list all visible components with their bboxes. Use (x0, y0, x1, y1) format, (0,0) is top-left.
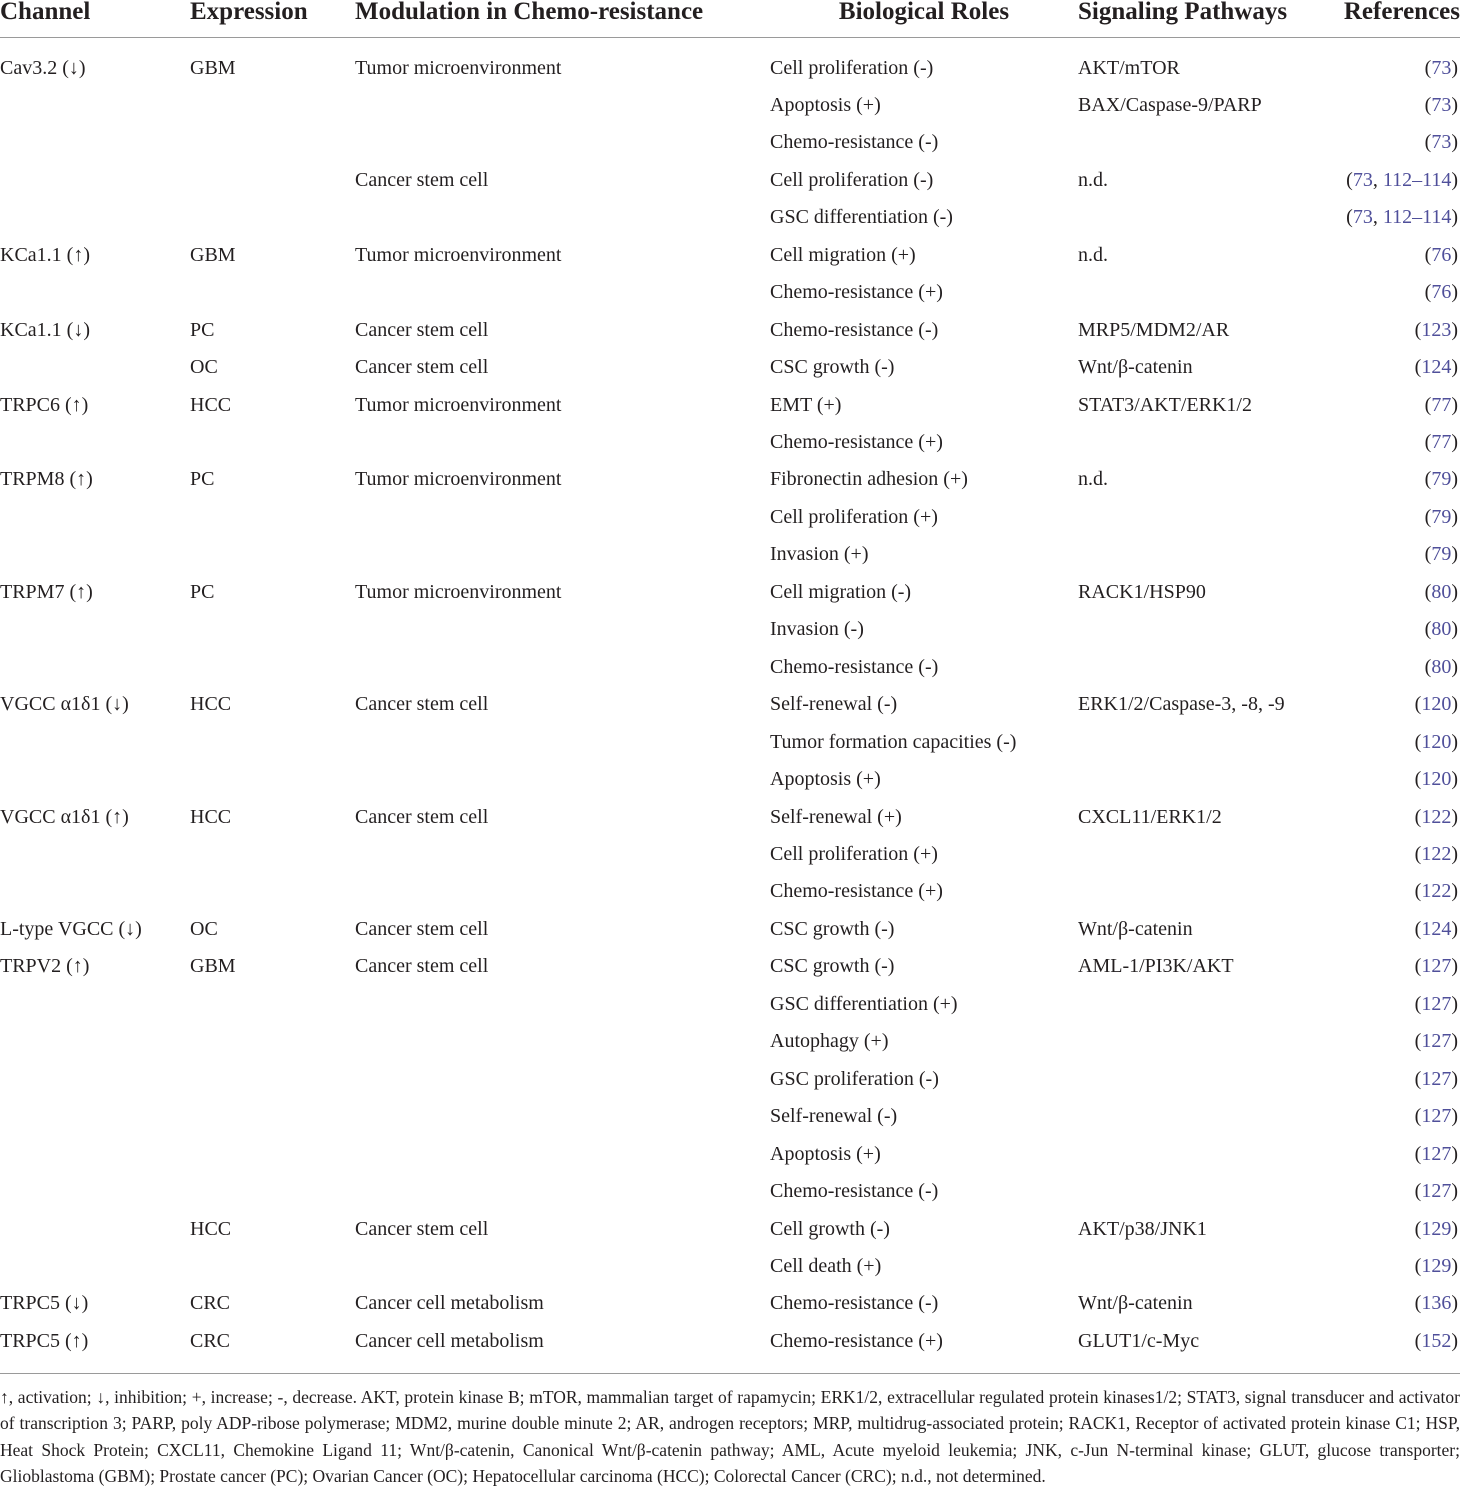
table-row (0, 1323, 1460, 1360)
references-cell: (129) (1414, 1255, 1458, 1277)
channel-cell (0, 124, 190, 161)
signaling-pathway-cell (1078, 199, 1342, 236)
biological-role-cell: Chemo-resistance (+) (770, 431, 943, 454)
channel-cell (0, 536, 190, 573)
references-cell: (127) (1414, 1105, 1458, 1128)
biological-role-cell: Apoptosis (+) (770, 1142, 881, 1165)
signaling-pathway-cell (1078, 1023, 1342, 1060)
table-row (0, 986, 1460, 1023)
references-cell: (129) (1414, 1217, 1458, 1240)
biological-role-cell: CSC growth (-) (770, 356, 895, 379)
table-row (0, 387, 1460, 424)
modulation-cell (355, 649, 770, 686)
biological-role-cell: Fibronectin adhesion (+) (770, 468, 968, 491)
table-row (0, 199, 1460, 236)
expression-cell (190, 724, 355, 761)
expression-cell: GBM (190, 56, 236, 79)
signaling-pathway-cell (1078, 986, 1342, 1023)
modulation-cell (355, 499, 770, 536)
references-cell: (79) (1424, 543, 1458, 566)
expression-cell: PC (190, 468, 215, 491)
reference-link[interactable]: 77 (1431, 393, 1452, 416)
reference-link[interactable]: 127 (1421, 1180, 1452, 1203)
reference-link[interactable]: 122 (1421, 880, 1452, 903)
table-body (0, 37, 1460, 1360)
modulation-cell (355, 1248, 770, 1285)
reference-link[interactable]: 73 (1431, 56, 1452, 79)
references-cell: (73) (1424, 56, 1458, 79)
references-cell: (122) (1414, 880, 1458, 903)
channel-cell (0, 162, 190, 199)
table-row (0, 124, 1460, 161)
table-row (0, 948, 1460, 985)
channel-cell: TRPC5 (↑) (0, 1329, 89, 1352)
table-row (0, 312, 1460, 349)
expression-cell (190, 1061, 355, 1098)
signaling-pathway-cell (1078, 873, 1342, 910)
biological-role-cell: GSC differentiation (+) (770, 992, 958, 1015)
reference-link[interactable]: 80 (1431, 655, 1452, 678)
references-cell: (123) (1414, 318, 1458, 341)
table-row (0, 1023, 1460, 1060)
channel-cell (0, 87, 190, 124)
modulation-cell (355, 611, 770, 648)
expression-cell (190, 761, 355, 798)
biological-role-cell: Chemo-resistance (-) (770, 1292, 939, 1315)
channel-cell (0, 873, 190, 910)
signaling-pathway-cell: n.d. (1078, 468, 1108, 491)
channel-cell: TRPC6 (↑) (0, 393, 89, 416)
biological-role-cell: Chemo-resistance (-) (770, 131, 939, 154)
reference-link[interactable]: 120 (1421, 730, 1452, 753)
references-cell: (73) (1424, 131, 1458, 154)
biological-role-cell: CSC growth (-) (770, 955, 895, 978)
signaling-pathway-cell (1078, 1136, 1342, 1173)
header-expression: Expression (190, 0, 355, 37)
signaling-pathway-cell (1078, 274, 1342, 311)
references-cell: (73) (1424, 93, 1458, 116)
references-cell: (80) (1424, 618, 1458, 641)
expression-cell (190, 1023, 355, 1060)
biological-role-cell: Self-renewal (+) (770, 805, 902, 828)
table-row (0, 1136, 1460, 1173)
expression-cell: HCC (190, 805, 232, 828)
expression-cell (190, 162, 355, 199)
reference-link[interactable]: 124 (1421, 356, 1452, 379)
table-row (0, 461, 1460, 498)
biological-role-cell: Cell proliferation (-) (770, 56, 934, 79)
table-row (0, 536, 1460, 573)
table-row (0, 1211, 1460, 1248)
table-row (0, 162, 1460, 199)
signaling-pathway-cell: BAX/Caspase-9/PARP (1078, 93, 1262, 116)
modulation-cell: Cancer stem cell (355, 693, 489, 716)
expression-cell (190, 649, 355, 686)
signaling-pathway-cell: Wnt/β-catenin (1078, 917, 1193, 940)
channel-cell (0, 349, 190, 386)
references-cell: (124) (1414, 356, 1458, 379)
signaling-pathway-cell (1078, 1061, 1342, 1098)
references-cell: (124) (1414, 917, 1458, 940)
signaling-pathway-cell: AKT/p38/JNK1 (1078, 1217, 1207, 1240)
table-row (0, 1248, 1460, 1285)
modulation-cell (355, 836, 770, 873)
reference-link[interactable]: 77 (1431, 431, 1452, 454)
references-cell: (76) (1424, 281, 1458, 304)
reference-link[interactable]: 127 (1421, 992, 1452, 1015)
signaling-pathway-cell (1078, 536, 1342, 573)
reference-link[interactable]: 127 (1421, 1067, 1452, 1090)
references-cell: (77) (1424, 431, 1458, 454)
modulation-cell (355, 1023, 770, 1060)
channel-cell: KCa1.1 (↓) (0, 318, 90, 341)
expression-cell (190, 611, 355, 648)
reference-link[interactable]: 124 (1421, 917, 1452, 940)
modulation-cell (355, 536, 770, 573)
channel-cell: VGCC α1δ1 (↑) (0, 805, 129, 828)
signaling-pathway-cell: n.d. (1078, 243, 1108, 266)
table-row (0, 499, 1460, 536)
table-row (0, 761, 1460, 798)
table-row (0, 799, 1460, 836)
references-cell: (127) (1414, 1067, 1458, 1090)
biological-role-cell: Apoptosis (+) (770, 93, 881, 116)
signaling-pathway-cell (1078, 836, 1342, 873)
modulation-cell (355, 199, 770, 236)
reference-link[interactable]: 79 (1431, 505, 1452, 528)
reference-link[interactable]: 112–114 (1382, 206, 1452, 229)
channel-cell: TRPC5 (↓) (0, 1292, 89, 1315)
table-row (0, 237, 1460, 274)
biological-role-cell: EMT (+) (770, 393, 842, 416)
expression-cell (190, 873, 355, 910)
biological-role-cell: Cell growth (-) (770, 1217, 890, 1240)
reference-link[interactable]: 127 (1421, 1030, 1452, 1053)
biological-role-cell: Self-renewal (-) (770, 1105, 898, 1128)
modulation-cell (355, 986, 770, 1023)
biological-role-cell: Self-renewal (-) (770, 693, 898, 716)
signaling-pathway-cell (1078, 724, 1342, 761)
table-row (0, 649, 1460, 686)
expression-cell: OC (190, 917, 218, 940)
signaling-pathway-cell: AKT/mTOR (1078, 56, 1180, 79)
expression-cell (190, 836, 355, 873)
table-row (0, 349, 1460, 386)
reference-link[interactable]: 73 (1431, 93, 1452, 116)
biological-role-cell: Cell migration (-) (770, 580, 912, 603)
header-signaling-pathways: Signaling Pathways (1078, 0, 1342, 37)
reference-link[interactable]: 73 (1352, 206, 1373, 229)
expression-cell: PC (190, 318, 215, 341)
expression-cell (190, 1098, 355, 1135)
modulation-cell: Tumor microenvironment (355, 56, 562, 79)
reference-link[interactable]: 123 (1421, 318, 1452, 341)
header-channel: Channel (0, 0, 190, 37)
channel-cell: TRPV2 (↑) (0, 955, 90, 978)
table-row (0, 836, 1460, 873)
modulation-cell (355, 1098, 770, 1135)
reference-link[interactable]: 120 (1421, 693, 1452, 716)
modulation-cell (355, 761, 770, 798)
channel-cell (0, 499, 190, 536)
reference-link[interactable]: 112–114 (1382, 168, 1452, 191)
biological-role-cell: Cell proliferation (+) (770, 505, 938, 528)
channel-cell: TRPM8 (↑) (0, 468, 93, 491)
biological-role-cell: Chemo-resistance (+) (770, 281, 943, 304)
references-cell: (127) (1414, 1142, 1458, 1165)
reference-link[interactable]: 129 (1421, 1217, 1452, 1240)
table-row (0, 1285, 1460, 1322)
channel-cell (0, 1248, 190, 1285)
modulation-cell: Cancer stem cell (355, 917, 489, 940)
reference-link[interactable]: 129 (1421, 1255, 1452, 1277)
channel-cell (0, 724, 190, 761)
biological-role-cell: Chemo-resistance (+) (770, 1329, 943, 1352)
table-row (0, 1061, 1460, 1098)
references-cell: (120) (1414, 693, 1458, 716)
expression-cell: PC (190, 580, 215, 603)
references-cell: (73, 112–114) (1346, 168, 1458, 191)
expression-cell (190, 424, 355, 461)
references-cell: (122) (1414, 843, 1458, 866)
modulation-cell (355, 87, 770, 124)
signaling-pathway-cell: Wnt/β-catenin (1078, 1292, 1193, 1315)
reference-link[interactable]: 120 (1421, 768, 1452, 791)
modulation-cell (355, 1136, 770, 1173)
biological-role-cell: Invasion (+) (770, 543, 869, 566)
channel-cell: KCa1.1 (↑) (0, 243, 90, 266)
signaling-pathway-cell (1078, 124, 1342, 161)
table-header (0, 0, 1460, 37)
signaling-pathway-cell: Wnt/β-catenin (1078, 356, 1193, 379)
modulation-cell: Cancer stem cell (355, 1217, 489, 1240)
references-cell: (80) (1424, 655, 1458, 678)
biological-role-cell: Chemo-resistance (-) (770, 1180, 939, 1203)
biological-role-cell: Cell migration (+) (770, 243, 916, 266)
channel-cell (0, 1173, 190, 1210)
signaling-pathway-cell: STAT3/AKT/ERK1/2 (1078, 393, 1252, 416)
channel-cell (0, 1136, 190, 1173)
channel-cell (0, 1023, 190, 1060)
signaling-pathway-cell (1078, 649, 1342, 686)
modulation-cell: Tumor microenvironment (355, 580, 562, 603)
modulation-cell (355, 1173, 770, 1210)
signaling-pathway-cell: GLUT1/c-Myc (1078, 1329, 1200, 1352)
biological-role-cell: Autophagy (+) (770, 1030, 889, 1053)
expression-cell (190, 124, 355, 161)
channel-cell: TRPM7 (↑) (0, 580, 93, 603)
expression-cell (190, 274, 355, 311)
table-row (0, 574, 1460, 611)
biological-role-cell: Cell death (+) (770, 1255, 882, 1277)
references-cell: (152) (1414, 1329, 1458, 1352)
channel-cell (0, 1211, 190, 1248)
references-cell: (127) (1414, 992, 1458, 1015)
expression-cell: CRC (190, 1329, 231, 1352)
signaling-pathway-cell (1078, 1098, 1342, 1135)
signaling-pathway-cell (1078, 1173, 1342, 1210)
reference-link[interactable]: 136 (1421, 1292, 1452, 1315)
signaling-pathway-cell (1078, 761, 1342, 798)
expression-cell: OC (190, 356, 218, 379)
table-row (0, 1173, 1460, 1210)
channel-cell (0, 836, 190, 873)
table-row (0, 611, 1460, 648)
reference-link[interactable]: 79 (1431, 543, 1452, 566)
biological-role-cell: Apoptosis (+) (770, 768, 881, 791)
biological-role-cell: Chemo-resistance (+) (770, 880, 943, 903)
references-cell: (136) (1414, 1292, 1458, 1315)
expression-cell (190, 1173, 355, 1210)
table-row (0, 873, 1460, 910)
reference-link[interactable]: 127 (1421, 1105, 1452, 1128)
expression-cell (190, 536, 355, 573)
reference-link[interactable]: 152 (1421, 1329, 1452, 1352)
channel-cell (0, 199, 190, 236)
table-row (0, 424, 1460, 461)
reference-link[interactable]: 73 (1352, 168, 1373, 191)
table-row (0, 87, 1460, 124)
modulation-cell (355, 274, 770, 311)
biological-role-cell: Cell proliferation (-) (770, 168, 934, 191)
modulation-cell: Cancer stem cell (355, 168, 489, 191)
table-row (0, 911, 1460, 948)
channel-cell (0, 611, 190, 648)
reference-link[interactable]: 79 (1431, 468, 1452, 491)
modulation-cell (355, 724, 770, 761)
header-references: References (1342, 0, 1460, 37)
signaling-pathway-cell (1078, 1248, 1342, 1285)
reference-link[interactable]: 122 (1421, 843, 1452, 866)
channel-cell (0, 986, 190, 1023)
table-row (0, 724, 1460, 761)
expression-cell: HCC (190, 1217, 232, 1240)
biological-role-cell: Tumor formation capacities (-) (770, 730, 1017, 753)
table-footnote: ↑, activation; ↓, inhibition; +, increase; -, decrease. AKT, protein kinase B; mTOR, mammalian target of rapamycin; ERK1/2, extracellular regulated protein kinases1/2; STAT3, signal transducer and activator of transcription 3; PARP, poly ADP-ribose polymerase; MDM2, murine double minute 2; AR, androgen receptors; MRP, multidrug-associated protein; RACK1, Receptor of activated protein kinase C1; HSP, Heat Shock Protein; CXCL11, Chemokine Ligand 11; Wnt/β-catenin, Canonical Wnt/β-catenin pathway; AML, Acute myeloid leukemia; JNK, c-Jun N-terminal kinase; GLUT, glucose transporter; Glioblastoma (GBM); Prostate cancer (PC); Ovarian Cancer (OC); Hepatocellular carcinoma (HCC); Colorectal Cancer (CRC); n.d., not determined. (0, 1373, 1460, 1490)
references-cell: (79) (1424, 505, 1458, 528)
biological-role-cell: Chemo-resistance (-) (770, 655, 939, 678)
references-cell: (127) (1414, 955, 1458, 978)
expression-cell: HCC (190, 693, 232, 716)
reference-link[interactable]: 80 (1431, 580, 1452, 603)
biological-role-cell: GSC proliferation (-) (770, 1067, 939, 1090)
table-row (0, 274, 1460, 311)
biological-role-cell: Chemo-resistance (-) (770, 318, 939, 341)
expression-cell: GBM (190, 955, 236, 978)
references-cell: (80) (1424, 580, 1458, 603)
signaling-pathway-cell: ERK1/2/Caspase-3, -8, -9 (1078, 693, 1285, 716)
modulation-cell: Cancer stem cell (355, 805, 489, 828)
modulation-cell: Cancer stem cell (355, 318, 489, 341)
channel-cell (0, 274, 190, 311)
signaling-pathway-cell (1078, 499, 1342, 536)
signaling-pathway-cell: AML-1/PI3K/AKT (1078, 955, 1234, 978)
modulation-cell: Tumor microenvironment (355, 393, 562, 416)
modulation-cell (355, 1061, 770, 1098)
signaling-pathway-cell (1078, 424, 1342, 461)
reference-link[interactable]: 127 (1421, 1142, 1452, 1165)
reference-link[interactable]: 76 (1431, 281, 1452, 304)
references-cell: (120) (1414, 730, 1458, 753)
biological-role-cell: GSC differentiation (-) (770, 206, 953, 229)
channel-cell (0, 1061, 190, 1098)
modulation-cell (355, 873, 770, 910)
signaling-pathway-cell (1078, 611, 1342, 648)
channel-cell: Cav3.2 (↓) (0, 56, 86, 79)
channel-cell (0, 761, 190, 798)
modulation-cell (355, 124, 770, 161)
expression-cell (190, 986, 355, 1023)
references-cell: (127) (1414, 1030, 1458, 1053)
table-row (0, 686, 1460, 723)
references-cell: (76) (1424, 243, 1458, 266)
references-cell: (127) (1414, 1180, 1458, 1203)
signaling-pathway-cell: RACK1/HSP90 (1078, 580, 1206, 603)
header-modulation: Modulation in Chemo-resistance (355, 0, 770, 37)
table-row (0, 1098, 1460, 1135)
reference-link[interactable]: 122 (1421, 805, 1452, 828)
expression-cell: HCC (190, 393, 232, 416)
modulation-cell: Cancer cell metabolism (355, 1292, 544, 1315)
channel-cell (0, 424, 190, 461)
header-biological-roles: Biological Roles (770, 0, 1078, 37)
references-cell: (120) (1414, 768, 1458, 791)
expression-cell (190, 199, 355, 236)
references-cell: (122) (1414, 805, 1458, 828)
modulation-cell: Cancer cell metabolism (355, 1329, 544, 1352)
references-cell: (77) (1424, 393, 1458, 416)
channel-cell: L-type VGCC (↓) (0, 917, 142, 940)
biological-role-cell: Invasion (-) (770, 618, 864, 641)
expression-cell: GBM (190, 243, 236, 266)
signaling-pathway-cell: CXCL11/ERK1/2 (1078, 805, 1222, 828)
modulation-cell: Tumor microenvironment (355, 243, 562, 266)
channel-cell (0, 1098, 190, 1135)
expression-cell (190, 1136, 355, 1173)
references-cell: (73, 112–114) (1346, 206, 1458, 229)
reference-link[interactable]: 80 (1431, 618, 1452, 641)
references-cell: (79) (1424, 468, 1458, 491)
expression-cell (190, 87, 355, 124)
biological-role-cell: Cell proliferation (+) (770, 843, 938, 866)
expression-cell (190, 1248, 355, 1285)
reference-link[interactable]: 127 (1421, 955, 1452, 978)
modulation-cell: Cancer stem cell (355, 356, 489, 379)
channel-cell (0, 649, 190, 686)
expression-cell (190, 499, 355, 536)
reference-link[interactable]: 73 (1431, 131, 1452, 154)
modulation-cell: Tumor microenvironment (355, 468, 562, 491)
reference-link[interactable]: 76 (1431, 243, 1452, 266)
channel-cell: VGCC α1δ1 (↓) (0, 693, 129, 716)
biological-role-cell: CSC growth (-) (770, 917, 895, 940)
signaling-pathway-cell: MRP5/MDM2/AR (1078, 318, 1230, 341)
expression-cell: CRC (190, 1292, 231, 1315)
signaling-pathway-cell: n.d. (1078, 168, 1108, 191)
modulation-cell (355, 424, 770, 461)
modulation-cell: Cancer stem cell (355, 955, 489, 978)
table-row (0, 37, 1460, 87)
